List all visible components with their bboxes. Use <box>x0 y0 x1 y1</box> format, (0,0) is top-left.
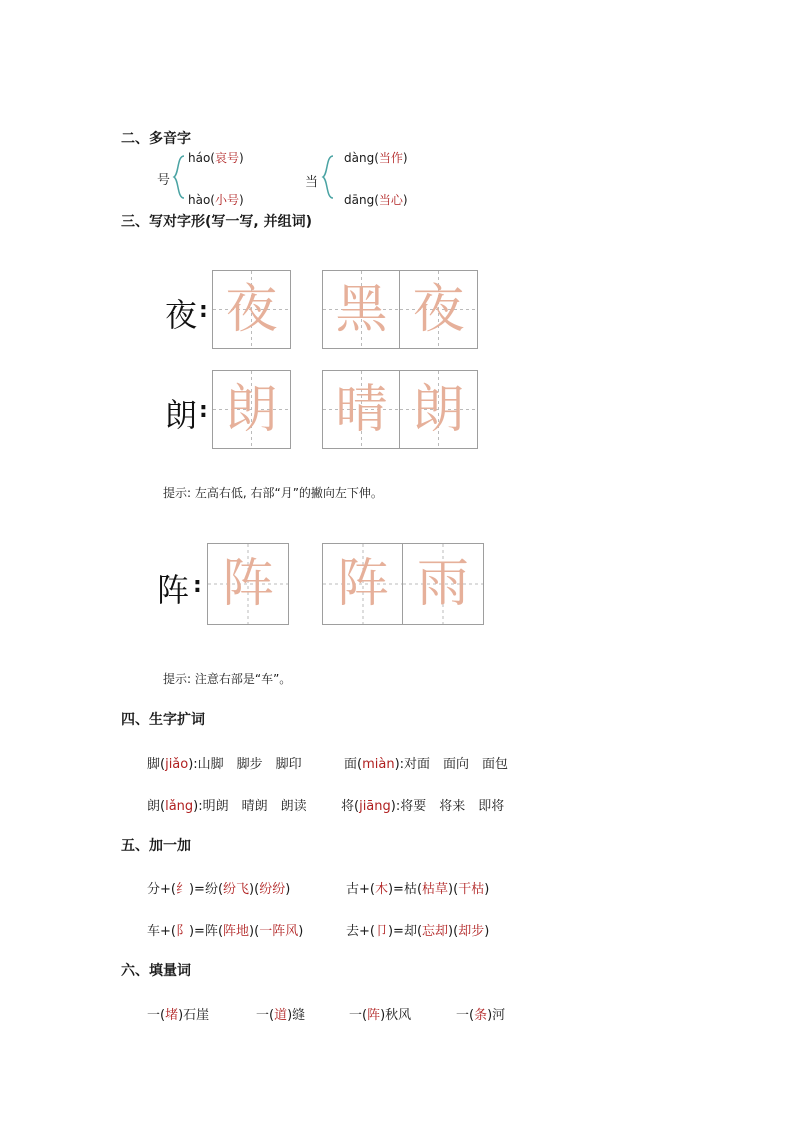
trace-char: 夜 <box>412 279 465 340</box>
section2-title: 二、多音字 <box>121 131 191 147</box>
brace-icon <box>172 154 186 200</box>
practice-char: 夜 <box>165 296 198 334</box>
measure-word-item: 一(阵)秋风 <box>349 1008 412 1023</box>
trace-char: 朗 <box>225 379 278 440</box>
trace-char: 晴 <box>335 379 388 440</box>
trace-char: 阵 <box>336 554 389 614</box>
writing-grid <box>399 370 478 449</box>
writing-grid <box>207 543 289 625</box>
polyphone-reading-1: háo(哀号) <box>188 151 244 165</box>
section4-title: 四、生字扩词 <box>121 712 205 728</box>
polyphone-reading-2: hào(小号) <box>188 193 244 207</box>
writing-grid <box>399 270 478 349</box>
word-expansion-line: 将(jiāng):将要 将来 即将 <box>341 799 505 814</box>
polyphone-char-hao: 号 <box>157 173 171 188</box>
section5-title: 五、加一加 <box>121 838 191 854</box>
brace-icon <box>321 154 335 200</box>
colon: : <box>199 298 208 323</box>
section6-title: 六、填量词 <box>121 963 191 979</box>
word-expansion-line: 朗(lǎng):明朗 晴朗 朗读 <box>147 799 307 814</box>
polyphone-reading-4: dāng(当心) <box>344 193 408 207</box>
trace-char: 朗 <box>412 379 465 440</box>
char-addition-line: 车+(阝)=阵(阵地)(一阵风) <box>147 924 304 939</box>
writing-grid <box>322 270 401 349</box>
colon: : <box>199 398 208 423</box>
writing-grid <box>212 370 291 449</box>
measure-word-item: 一(条)河 <box>456 1008 506 1023</box>
polyphone-char-dang: 当 <box>305 175 319 190</box>
char-addition-line: 分+(纟)=纷(纷飞)(纷纷) <box>147 882 291 897</box>
word-expansion-line: 脚(jiǎo):山脚 脚步 脚印 <box>147 757 302 772</box>
polyphone-reading-3: dàng(当作) <box>344 151 408 165</box>
trace-char: 阵 <box>221 554 274 614</box>
colon: : <box>193 573 202 598</box>
trace-char: 雨 <box>416 554 469 614</box>
tip-text: 提示: 注意右部是“车”。 <box>163 672 292 686</box>
writing-grid <box>212 270 291 349</box>
practice-char: 朗 <box>165 396 198 434</box>
writing-grid <box>322 370 401 449</box>
trace-char: 黑 <box>335 279 388 340</box>
trace-char: 夜 <box>225 279 278 340</box>
tip-text: 提示: 左高右低, 右部“月”的撇向左下伸。 <box>163 486 383 500</box>
section3-title: 三、写对字形(写一写, 并组词) <box>121 214 312 230</box>
word-expansion-line: 面(miàn):对面 面向 面包 <box>344 757 509 772</box>
measure-word-item: 一(道)缝 <box>256 1008 306 1023</box>
measure-word-item: 一(堵)石崖 <box>147 1008 210 1023</box>
char-addition-line: 古+(木)=枯(枯草)(干枯) <box>346 882 490 897</box>
practice-char: 阵 <box>157 571 190 609</box>
writing-grid <box>402 543 484 625</box>
writing-grid <box>322 543 404 625</box>
char-addition-line: 去+(卩)=却(忘却)(却步) <box>346 924 490 939</box>
